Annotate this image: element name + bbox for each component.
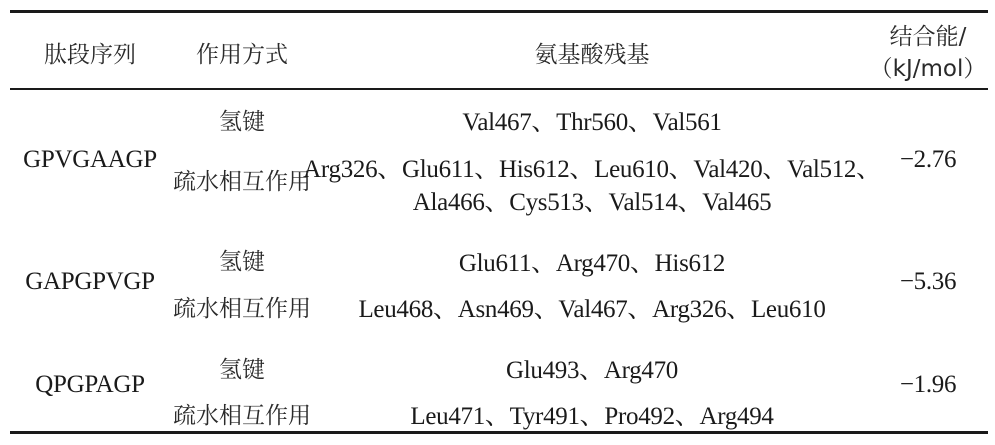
hydrophobic-residues-line1: Leu471、Tyr491、Pro492、Arg494 <box>410 403 774 430</box>
mode-hydrophobic: 疏水相互作用 <box>173 169 311 195</box>
energy-cell: −1.96 <box>899 371 957 398</box>
table-top-rule <box>10 10 988 13</box>
hbond-residues: Glu493、Arg470 <box>505 357 679 384</box>
hydrophobic-residues-line2: Ala466、Cys513、Val514、Val465 <box>412 189 772 216</box>
mode-hbond: 氢键 <box>219 109 265 135</box>
header-peptide: 肽段序列 <box>44 42 136 68</box>
hbond-residues: Val467、Thr560、Val561 <box>462 109 722 136</box>
energy-cell: −5.36 <box>899 268 957 295</box>
peptide-cell: QPGPAGP <box>35 371 145 398</box>
mode-hbond: 氢键 <box>219 357 265 383</box>
energy-cell: −2.76 <box>899 146 957 173</box>
header-energy-line2: （kJ/mol） <box>869 56 987 82</box>
hydrophobic-residues-line1: Arg326、Glu611、His612、Leu610、Val420、Val512、 <box>303 156 881 183</box>
peptide-cell: GPVGAAGP <box>23 146 157 173</box>
peptide-cell: GAPGPVGP <box>25 268 155 295</box>
table-header-rule <box>10 88 988 90</box>
header-mode: 作用方式 <box>196 42 288 68</box>
mode-hydrophobic: 疏水相互作用 <box>173 403 311 429</box>
hydrophobic-residues-line1: Leu468、Asn469、Val467、Arg326、Leu610 <box>358 296 826 323</box>
header-residues: 氨基酸残基 <box>534 42 650 68</box>
header-energy-line1: 结合能/ <box>889 24 967 50</box>
mode-hbond: 氢键 <box>219 249 265 275</box>
hbond-residues: Glu611、Arg470、His612 <box>458 250 726 277</box>
mode-hydrophobic: 疏水相互作用 <box>173 296 311 322</box>
